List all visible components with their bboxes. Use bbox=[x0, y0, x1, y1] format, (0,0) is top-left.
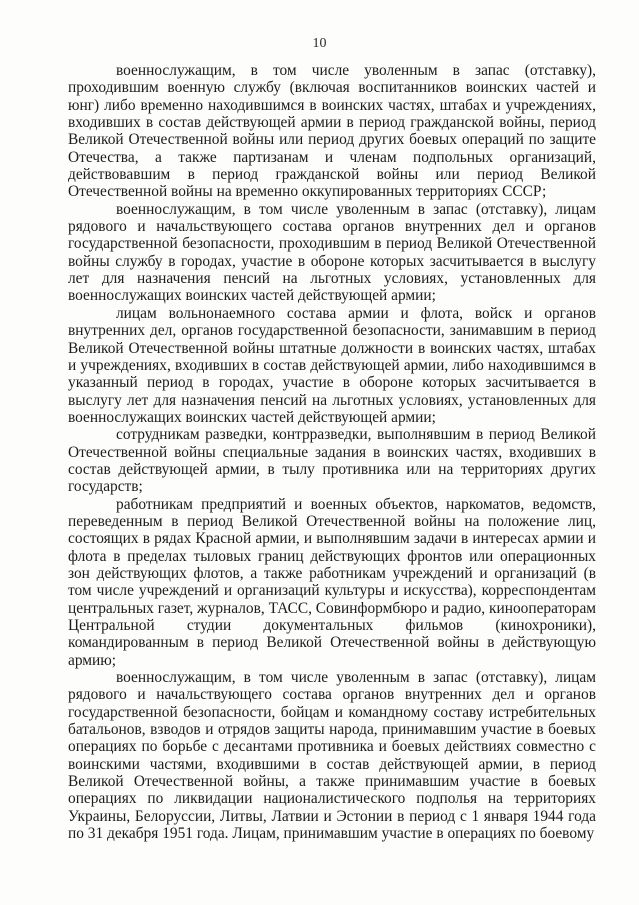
paragraph-civilian-staff: лицам вольнонаемного состава армии и флота, войск и органов внутренних дел, органов государственной безопасности, занимавшим в период Великой Отечественной войны штатные должности в воинских частях, штабах и учреждениях, входивших в состав действующей армии, либо находившимся в указанный период в городах, участие в обороне которых засчитывается в выслугу лет для назначения пенсий на льготных условиях, установленных для военнослужащих воинских частей действующей армии; bbox=[68, 304, 596, 426]
paragraph-military-personnel-civil-war: военнослужащим, в том числе уволенным в запас (отставку), проходившим военную службу (включая воспитанников воинских частей и юнг) либо временно находившимся в воинских частях, штабах и учреждениях, входивших в состав действующей армии в период гражданской войны, период Великой Отечественной войны или период других боевых операций по защите Отечества, а также партизанам и членам подпольных организаций, действовавшим в период гражданской войны или период Великой Отечественной войны на временно оккупированных территориях СССР; bbox=[68, 62, 596, 201]
paragraph-destroyer-battalions: военнослужащим, в том числе уволенным в запас (отставку), лицам рядового и начальствующего состава органов внутренних дел и органов государственной безопасности, бойцам и командному составу истребительных батальонов, взводов и отрядов защиты народа, принимавшим участие в боевых операциях по борьбе с десантами противника и боевых действиях совместно с воинскими частями, входившими в состав действующей армии, в период Великой Отечественной войны, а также принимавшим участие в боевых операциях по ликвидации националистического подполья на территориях Украины, Белоруссии, Литвы, Латвии и Эстонии в период с 1 января 1944 года по 31 декабря 1951 года. Лицам, принимавшим участие в операциях по боевому bbox=[68, 669, 596, 843]
paragraph-internal-affairs-city-defense: военнослужащим, в том числе уволенным в запас (отставку), лицам рядового и начальствующего состава органов внутренних дел и органов государственной безопасности, проходившим в период Великой Отечественной войны службу в городах, участие в обороне которых засчитывается в выслугу лет для назначения пенсий на льготных условиях, установленных для военнослужащих воинских частей действующей армии; bbox=[68, 200, 596, 305]
paragraph-intelligence-officers: сотрудникам разведки, контрразведки, выполнявшим в период Великой Отечественной войны специальные задания в воинских частях, входивших в состав действующей армии, в тылу противника или на территориях других государств; bbox=[68, 426, 596, 496]
document-body bbox=[68, 62, 596, 842]
page-number: 10 bbox=[312, 36, 327, 51]
paragraph-enterprise-workers-correspondents: работникам предприятий и военных объектов, наркоматов, ведомств, переведенным в период Великой Отечественной войны на положение лиц, состоящих в рядах Красной армии, и выполнявшим задачи в интересах армии и флота в пределах тыловых границ действующих фронтов или операционных зон действующих флотов, а также работникам учреждений и организаций (в том числе учреждений и организаций культуры и искусства), корреспондентам центральных газет, журналов, ТАСС, Совинформбюро и радио, кинооператорам Центральной студии документальных фильмов (кинохроники), командированным в период Великой Отечественной войны в действующую армию; bbox=[68, 495, 597, 669]
